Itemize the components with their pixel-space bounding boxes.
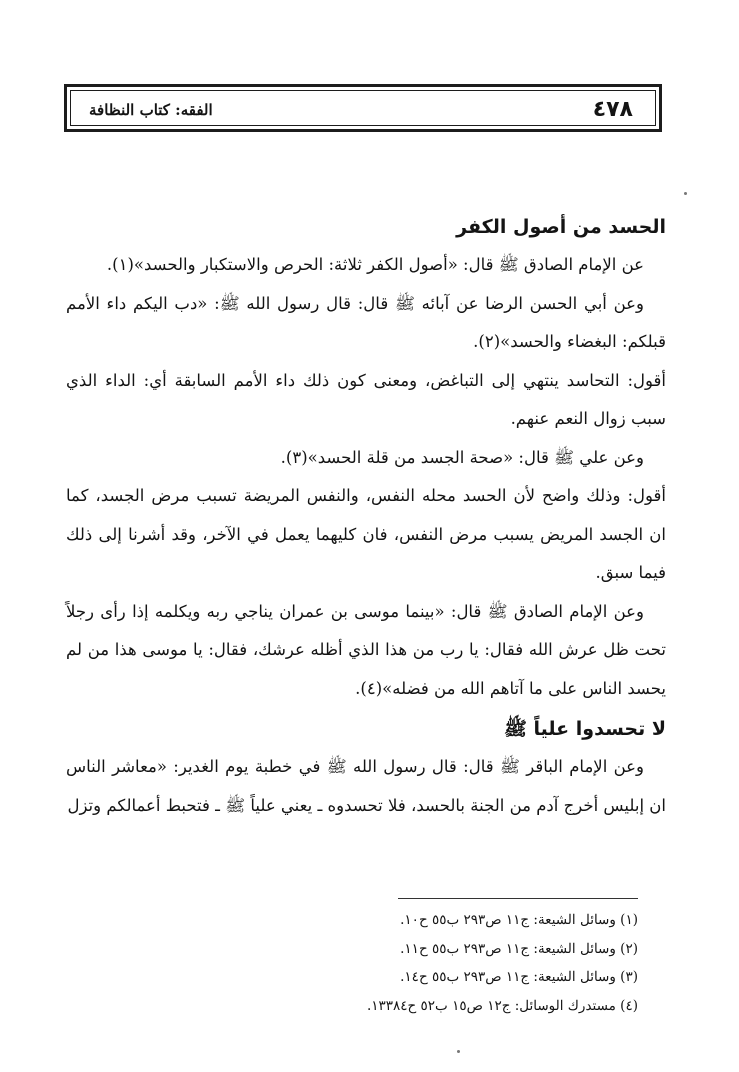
paragraph: وعن الإمام الباقر ﷺ قال: قال رسول الله ﷺ في خطبة يوم الغدير: «معاشر الناس ان إبليس أخرج آدم من الجنة بالحسد، فلا تحسدوه ـ يعني علياً ﷺ ـ فتحبط أعمالكم وتزل	[66, 757, 666, 815]
footnote: (٣) وسائل الشيعة: ج١١ ص٢٩٣ ب٥٥ ح١٤.	[400, 969, 638, 985]
page-number: ٤٧٨	[592, 97, 633, 122]
footnote: (٤) مستدرك الوسائل: ج١٢ ص١٥ ب٥٢ ح١٣٣٨٤.	[366, 997, 638, 1014]
footnote: (١) وسائل الشيعة: ج١١ ص٢٩٣ ب٥٥ ح١٠.	[400, 912, 638, 928]
running-header	[64, 84, 662, 132]
paragraph: عن الإمام الصادق ﷺ قال: «أصول الكفر ثلاثة: الحرص والاستكبار والحسد»(١).	[106, 255, 644, 274]
section-heading: الحسد من أصول الكفر	[456, 216, 666, 238]
scan-speck	[684, 192, 687, 195]
footnote-divider	[398, 898, 638, 899]
paragraph: وعن علي ﷺ قال: «صحة الجسد من قلة الحسد»(٣).	[280, 447, 644, 467]
running-title: الفقه: كتاب النظافة	[89, 101, 213, 119]
footnotes	[66, 906, 638, 1020]
section-heading: لا تحسدوا علياً ﷺ	[503, 718, 666, 740]
paragraph: وعن الإمام الصادق ﷺ قال: «بينما موسى بن عمران يناجي ربه ويكلمه إذا رأى رجلاً تحت ظل عرش الله فقال: يا رب من هذا الذي أظله عرشك، فقال: يا موسى هذا من لم يحسد الناس على ما آتاهم الله من فضله»(٤).	[66, 601, 666, 698]
paragraph: أقول: التحاسد ينتهي إلى التباغض، ومعنى كون ذلك داء الأمم السابقة أي: الداء الذي سبب زوال النعم عنهم.	[66, 370, 666, 428]
paragraph: أقول: وذلك واضح لأن الحسد محله النفس، والنفس المريضة تسبب مرض الجسد، كما ان الجسد المريض يسبب مرض النفس، فان كليهما يعمل في الآخر، وقد أشرنا إلى ذلك فيما سبق.	[66, 486, 666, 582]
footnote: (٢) وسائل الشيعة: ج١١ ص٢٩٣ ب٥٥ ح١١.	[400, 940, 638, 957]
paragraph: وعن أبي الحسن الرضا عن آبائه ﷺ قال: قال رسول الله ﷺ: «دب اليكم داء الأمم قبلكم: البغضاء والحسد»(٢).	[66, 293, 666, 351]
main-text	[66, 208, 666, 825]
scan-speck	[457, 1050, 460, 1053]
running-header-inner-frame	[70, 90, 656, 126]
